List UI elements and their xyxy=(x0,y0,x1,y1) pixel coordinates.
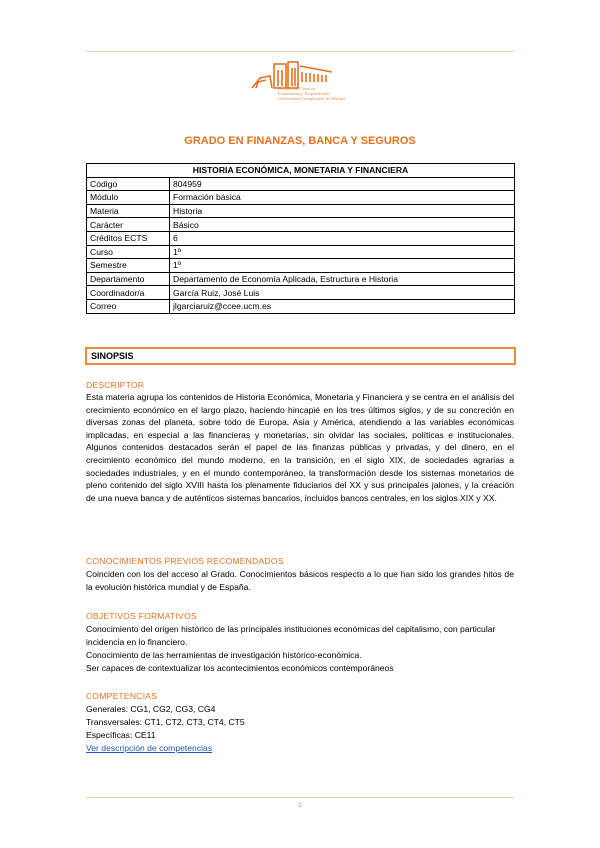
logo-text: Facultad de Ciencias Económicas y Empresariales Universidad Complutense de Madrid xyxy=(278,86,345,101)
page-number: 1 xyxy=(298,803,302,809)
previos-text: Coinciden con los del acceso al Grado. Conocimientos básicos respecto a lo que han sido los grandes hitos de la evolución histórica mundial y de España. xyxy=(86,569,514,592)
course-title: HISTORIA ECONÓMICA, MONETARIA Y FINANCIERA xyxy=(87,164,515,178)
table-row: Correo jlgarciaruiz@ccee.ucm.es xyxy=(87,299,515,313)
header-rule xyxy=(86,51,514,52)
descriptor-title: DESCRIPTOR xyxy=(86,380,145,390)
competencias-generales: Generales: CG1, CG2, CG3, CG4 xyxy=(86,704,216,714)
table-row: Materia Historia xyxy=(87,204,515,218)
table-row: Curso 1º xyxy=(87,245,515,259)
table-row: Créditos ECTS 6 xyxy=(87,231,515,245)
faculty-logo-icon xyxy=(248,58,338,110)
course-info-table xyxy=(86,163,515,314)
competencias-especificas: Específicas: CE11 xyxy=(86,730,156,740)
footer-rule xyxy=(86,797,514,798)
sinopsis-heading: SINOPSIS xyxy=(85,347,516,365)
table-row: Código 804959 xyxy=(87,177,515,191)
table-row: Carácter Básico xyxy=(87,218,515,232)
objetivos-line-3: Ser capaces de contextualizar los acontecimientos económicos contemporáneos xyxy=(86,663,394,673)
competencias-transversales: Transversales: CT1, CT2, CT3, CT4, CT5 xyxy=(86,717,245,727)
competencias-title: COMPETENCIAS xyxy=(86,691,158,701)
objetivos-line-1: Conocimiento del origen histórico de las principales instituciones económicas del capitalismo, con particular incidencia en lo financiero. xyxy=(86,624,496,647)
previos-title: CONOCIMIENTOS PREVIOS RECOMENDADOS xyxy=(86,556,284,566)
descriptor-text: Esta materia agrupa los contenidos de Historia Económica, Monetaria y Financiera y se centra en el análisis del crecimiento económico en el largo plazo, haciendo hincapié en los tres últimos siglos, y de su concreción en diversas zonas del planeta, sobre todo de Europa, Asia y América, atendiendo a las variables económicas implicadas, en especial a las financieras y monetarias, sin olvidar las sociales, políticas e institucionales. Algunos contenidos destacados serán el papel de las finanzas públicas y privadas, y del dinero, en el crecimiento económico del mundo moderno, en la transición, en el siglo XIX, de sociedades agrarias a sociedades industriales, y en el mundo contemporáneo, la transformación desde los sistemas monetarios de pleno contenido del siglo XVIII hasta los plenamente fiduciarios del XX y sus principales jalones, y la creación de una nueva banca y de auténticos sistemas bancarios, incluidos bancos centrales, en los siglos XIX y XX. xyxy=(86,392,514,503)
table-row: Coordinador/a García Ruiz, José Luis xyxy=(87,286,515,300)
degree-title: GRADO EN FINANZAS, BANCA Y SEGUROS xyxy=(184,135,416,147)
objetivos-title: OBJETIVOS FORMATIVOS xyxy=(86,611,197,621)
objetivos-line-2: Conocimiento de las herramientas de investigación histórico-económica. xyxy=(86,650,362,660)
table-row: Departamento Departamento de Economía Aplicada, Estructura e Historia xyxy=(87,272,515,286)
competencias-link[interactable]: Ver descripción de competencias xyxy=(86,743,213,753)
table-row: Semestre 1º xyxy=(87,259,515,273)
table-row: Módulo Formación básica xyxy=(87,191,515,205)
